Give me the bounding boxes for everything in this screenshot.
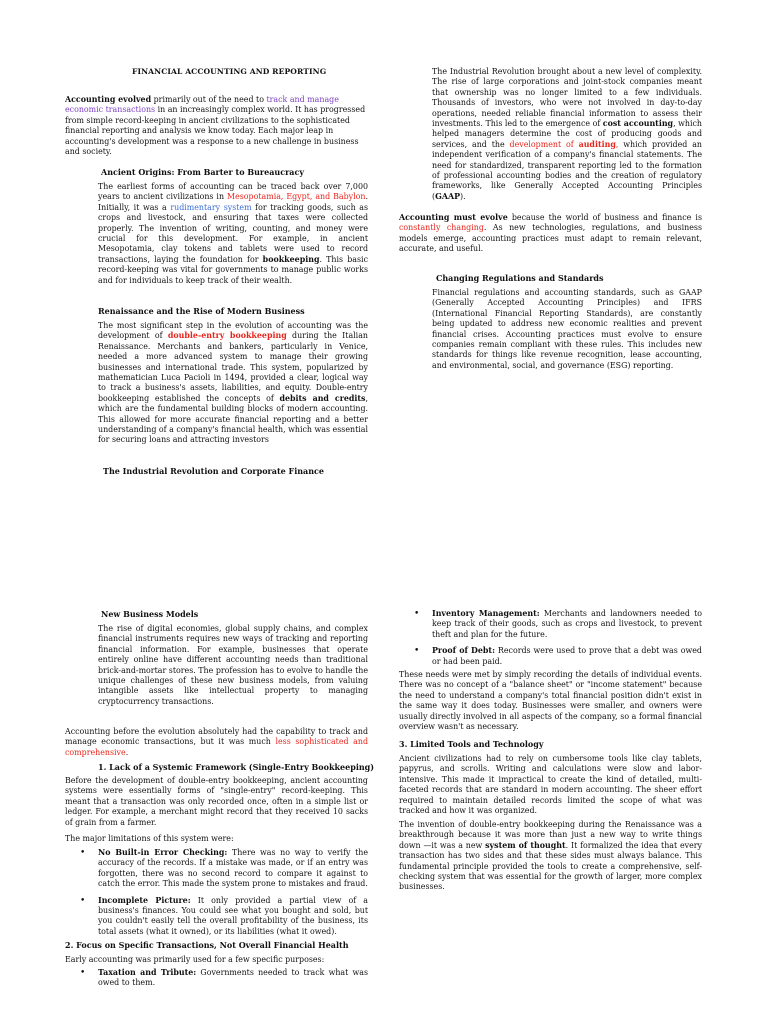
- lack-bullet-list: [65, 848, 368, 943]
- industrial-dev-auditing-2: ,: [615, 139, 619, 149]
- intro-highlight: track and manage economic transactions: [65, 95, 339, 115]
- tools-heading: 3. Limited Tools and Technology: [399, 739, 544, 749]
- list-item: [65, 968, 368, 989]
- focus-heading: 2. Focus on Specific Transactions, Not Overall Financial Health: [65, 940, 349, 950]
- industrial-text-3: which provided an independent verification of a company's financial statements. The need for standardized, transparent reporting led to the formation of professional accounting bodies and the creation of regulatory frameworks, like Generally Accepted Accounting Principles (: [432, 139, 703, 201]
- industrial-gaap: GAAP: [435, 191, 461, 201]
- list-item: [399, 646, 702, 667]
- must-evolve-lead: Accounting must evolve: [399, 213, 508, 222]
- bullet-text: There was no way to verify the accuracy of the records. If a mistake was made, or if an entry was forgotten, there was no second record to compare it against to catch the error. This made the system prone to mistakes and fraud.: [98, 848, 368, 889]
- regulations-heading: Changing Regulations and Standards: [436, 273, 604, 283]
- bullet-text: It only provided a partial view of a business's finances. You could see what you bought and sold, but you couldn't easily tell the overall profitability of the business, its total assets (what it owned), or its liabilities (what it owed).: [98, 895, 368, 936]
- industrial-paragraph: [432, 67, 702, 202]
- bullet-icon: •: [80, 968, 86, 978]
- bullet-title: No Built-in Error Checking:: [98, 848, 228, 857]
- ancient-paragraph: [98, 182, 368, 286]
- before-evolution-text-2: .: [125, 747, 129, 757]
- bullet-icon: •: [80, 895, 86, 906]
- industrial-text-1: The Industrial Revolution brought about a new level of complexity. The rise of large corporations and joint-stock companies meant that ownership was no longer limited to a few individuals. Thousands of investors, who were not involved in day-to-day operations, needed reliable financial information to assess their investments. This led to the emergence of: [432, 67, 702, 129]
- renaissance-paragraph: [98, 321, 368, 446]
- bullet-icon: •: [414, 646, 420, 657]
- must-evolve-paragraph: [399, 213, 702, 255]
- document-title: FINANCIAL ACCOUNTING AND REPORTING: [132, 67, 327, 76]
- intro-lead: Accounting evolved: [65, 95, 152, 104]
- regulations-paragraph: Financial regulations and accounting standards, such as GAAP (Generally Accepted Accounting Principles) and IFRS (International Financial Reporting Standards), are constantly being updated to address new economic realities and prevent financial crises. Accounting practices must evolve to ensure companies remain compliant with these rules. This includes new standards for things like revenue recognition, lease accounting, and environmental, social, and governance (ESG) reporting.: [432, 288, 702, 370]
- renaissance-text-3: , which are the fundamental building blocks of modern accounting. This allowed for more accurate financial reporting and a better understanding of a company's financial health, which was essential for securing loans and attracting investors: [98, 393, 368, 445]
- list-item: [399, 609, 702, 640]
- focus-after-paragraph: These needs were met by simply recording the details of individual events. There was no concept of a "balance sheet" or "income statement" because the need to understand a company's total financial position didn't exist in the same way it does today. Businesses were smaller, and owners were usually directly involved in all aspects of the company, so a formal financial overview wasn't as necessary.: [399, 670, 702, 732]
- renaissance-heading: Renaissance and the Rise of Modern Business: [98, 306, 305, 316]
- renaissance-text-2: during the Italian Renaissance. Merchants and bankers, particularly in Venice, needed a more advanced system to manage their growing businesses and international trade. This system, popularized by mathematician Luca Pacioli in 1494, provided a clear, logical way to track a business's assets, liabilities, and equity. Double-entry bookkeeping established the concepts of: [98, 331, 368, 403]
- bullet-icon: •: [80, 848, 86, 858]
- new-models-paragraph: The rise of digital economies, global supply chains, and complex financial instruments requires new ways of tracking and reporting financial information. For example, businesses that operate entirely online have different accounting needs than traditional brick-and-mortar stores. The profession has to evolve to handle the unique challenges of these new business models, from valuing intangible assets like intellectual property to managing cryptocurrency transactions.: [98, 624, 368, 706]
- focus-bullet-list-left: [65, 968, 368, 995]
- bullet-title: Proof of Debt:: [432, 646, 495, 656]
- intro-text-1: primarily out of the need to: [151, 95, 267, 104]
- ancient-text-1: The earliest forms of accounting can be traced back over 7,000 years to ancient civilizations in: [98, 182, 368, 202]
- ancient-text-4: . This basic record-keeping was vital for governments to manage public works and for individuals to keep track of their wealth.: [98, 254, 368, 285]
- new-models-heading: New Business Models: [101, 609, 199, 619]
- ancient-text-2: . Initially, it was a: [98, 192, 368, 212]
- bullet-text: Merchants and landowners needed to keep track of their goods, such as crops and livestock, to prevent theft and plan for the future.: [432, 609, 702, 639]
- must-evolve-text-2: . As new technologies, regulations, and business models emerge, accounting practices must adapt to remain relevant, accurate, and useful.: [399, 223, 703, 254]
- industrial-heading: The Industrial Revolution and Corporate Finance: [103, 466, 325, 476]
- tools-paragraph-1: Ancient civilizations had to rely on cumbersome tools like clay tablets, papyrus, and scrolls. Writing and calculations were slow and labor-intensive. This made it impractical to create the kind of detailed, multi-faceted records that are standard in modern accounting. The sheer effort required to maintain detailed records limited the scope of what was tracked and how it was organized.: [399, 754, 702, 816]
- before-evolution-less: less sophisticated and comprehensive: [65, 737, 368, 757]
- tools-text-2: . It formalized the idea that every transaction has two sides and that these sides must always balance. This fundamental principle provided the tools to create a comprehensive, self-checking system that was essential for the growth of larger, more complex businesses.: [399, 840, 703, 892]
- tools-text-1: The invention of double-entry bookkeeping during the Renaissance was a breakthrough because it was more than just a new way to write things down —it was a new: [399, 820, 702, 850]
- intro-paragraph: [65, 95, 370, 157]
- focus-intro: Early accounting was primarily used for a few specific purposes:: [65, 955, 325, 964]
- industrial-auditing: auditing: [578, 139, 616, 149]
- industrial-cost-accounting: cost accounting: [602, 119, 674, 129]
- ancient-places: Mesopotamia, Egypt, and Babylon: [226, 192, 366, 202]
- must-evolve-text-1: because the world of business and finance is: [507, 213, 702, 222]
- bullet-text: Records were used to prove that a debt was owed or had been paid.: [432, 646, 702, 666]
- must-evolve-changing: constantly changing: [399, 223, 484, 233]
- ancient-rudimentary: rudimentary system: [170, 202, 252, 212]
- renaissance-text-1: The most significant step in the evolution of accounting was the development of: [98, 321, 368, 341]
- tools-system-of-thought: system of thought: [485, 840, 566, 850]
- bullet-title: Inventory Management:: [432, 609, 540, 618]
- list-item: [65, 896, 368, 938]
- renaissance-double-entry: double-entry bookkeeping: [167, 331, 287, 341]
- ancient-heading: Ancient Origins: From Barter to Bureaucracy: [101, 167, 305, 177]
- lack-limitations-intro: The major limitations of this system were:: [65, 834, 234, 843]
- tools-paragraph-2: [399, 820, 702, 893]
- focus-bullet-list-right: [399, 609, 702, 673]
- before-evolution-text-1: Accounting before the evolution absolutely had the capability to track and manage economic transactions, but it was much: [65, 727, 368, 747]
- lack-heading: 1. Lack of a Systemic Framework (Single-Entry Bookkeeping): [98, 762, 375, 772]
- list-item: [65, 848, 368, 890]
- ancient-text-3: for tracking goods, such as crops and livestock, and ensuring that taxes were collected properly. The invention of writing, counting, and money were crucial for this development. For example, in ancient Mesopotamia, clay tokens and tablets were used to record transactions, laying the foundation for: [98, 202, 368, 264]
- lack-paragraph: Before the development of double-entry bookkeeping, ancient accounting systems were essentially forms of "single-entry" record-keeping. This meant that a transaction was only recorded once, often in a simple list or ledger. For example, a merchant might record that they received 10 sacks of grain from a farmer.: [65, 776, 368, 827]
- bullet-title: Incomplete Picture:: [98, 895, 191, 905]
- ancient-bookkeeping: bookkeeping: [262, 254, 320, 264]
- industrial-text-4: ).: [460, 191, 466, 201]
- renaissance-debits-credits: debits and credits: [279, 393, 366, 403]
- intro-text-2: in an increasingly complex world. It has progressed from simple record-keeping in ancient civilizations to the sophisticated financial reporting and analysis we know today. Each major leap in accounting's development was a response to a new challenge in business and society.: [65, 105, 366, 157]
- industrial-dev-auditing-1: development of: [509, 139, 579, 149]
- before-evolution-paragraph: [65, 727, 368, 758]
- bullet-text: Governments needed to track what was owed to them.: [98, 968, 368, 988]
- bullet-icon: •: [414, 609, 420, 619]
- industrial-text-2: , which helped managers determine the cost of producing goods and services, and the: [432, 119, 702, 149]
- bullet-title: Taxation and Tribute:: [98, 968, 197, 977]
